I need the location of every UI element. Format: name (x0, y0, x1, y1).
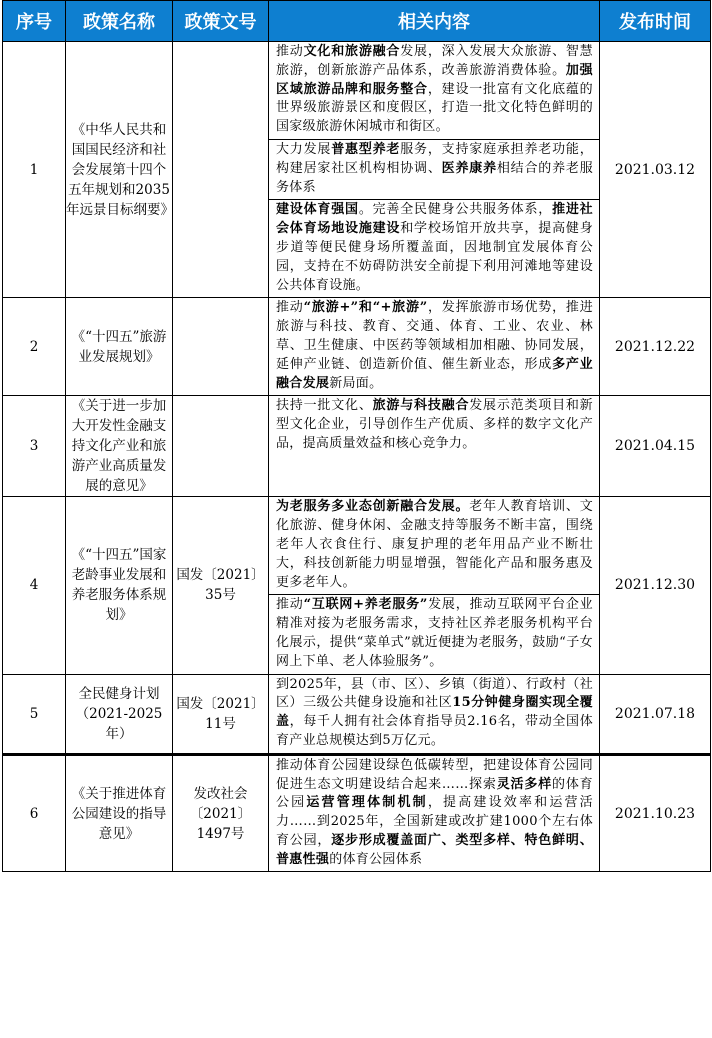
row-no: 6 (3, 754, 66, 872)
content-text: 到2025年，县（市、区）、乡镇（街道）、行政村（社区）三级公共健身设施和社区 (276, 676, 593, 711)
policy-content (269, 298, 600, 396)
content-segment (269, 675, 599, 753)
content-text: 老年人教育培训、文化旅游、健身休闲、金融支持等服务不断丰富，围绕老年人衣食住行、康复护理的老年用品产业不断壮大，科技创新能力明显增强，智能化产品和服务惠及更多老年人。 (276, 499, 593, 590)
header-content: 相关内容 (269, 1, 600, 42)
content-text: ，建设一批富有文化底蕴的世界级旅游景区和度假区，打造一批文化特色鲜明的国家级旅游休闲城市和街区。 (276, 81, 593, 135)
content-text: 发展示范类项目和新型文化企业，引导创作生产优质、多样的数字文化产品，提高质量效益和核心竞争力。 (276, 398, 593, 451)
emphasis-text: 多产业融合发展 (276, 356, 593, 391)
policy-name: 全民健身计划（2021-2025年） (66, 674, 173, 754)
table-row (3, 298, 711, 396)
emphasis-text: 加强区域旅游品牌和服务整合 (276, 62, 593, 97)
content-text: 新局面。 (329, 375, 383, 391)
content-segment (269, 42, 599, 139)
row-no: 3 (3, 396, 66, 497)
emphasis-text: 逐步形成覆盖面广、类型多样、特色鲜明、普惠性强 (276, 832, 593, 867)
policy-doc: 发改社会〔2021〕1497号 (173, 754, 269, 872)
emphasis-text: 文化和旅游融合 (303, 44, 401, 59)
policy-doc: 国发〔2021〕11号 (173, 674, 269, 754)
policy-content (269, 396, 600, 497)
emphasis-text: “互联网+养老服务” (303, 597, 428, 613)
content-text: 推动 (276, 300, 304, 316)
content-text: 发展，深入发展大众旅游、智慧旅游，创新旅游产品体系，改善旅游消费体验。 (276, 44, 593, 78)
emphasis-text: 医养康养 (441, 160, 497, 176)
table-row (3, 396, 711, 497)
policy-content (269, 497, 600, 674)
policy-table (2, 0, 711, 872)
content-text: 相结合的养老服务体系 (276, 160, 593, 195)
policy-content (269, 754, 600, 872)
emphasis-text: 旅游与科技融合 (372, 398, 470, 414)
publish-date: 2021.12.22 (600, 298, 711, 396)
emphasis-text: 建设体育强国 (276, 202, 359, 218)
content-segment (269, 756, 599, 872)
policy-name: 《关于推进体育公园建设的指导意见》 (66, 754, 173, 872)
table-row (3, 754, 711, 872)
policy-doc (173, 298, 269, 396)
header-no: 序号 (3, 1, 66, 42)
emphasis-text: 推进社会体育场地设施建设 (276, 202, 593, 237)
content-segment (269, 139, 599, 199)
content-text: 大力发展 (276, 141, 332, 157)
emphasis-text: 普惠型养老 (331, 141, 401, 157)
emphasis-text: 灵活多样 (496, 776, 553, 792)
policy-name: 《“十四五”国家老龄事业发展和养老服务体系规划》 (66, 497, 173, 674)
content-segment (269, 298, 599, 395)
emphasis-text: 为老服务多业态创新融合发展。 (276, 499, 470, 515)
table-row (3, 497, 711, 674)
publish-date: 2021.03.12 (600, 42, 711, 298)
content-text: 发展，推动互联网平台企业精准对接为老服务需求，支持社区养老服务机构平台化展示，提供“菜单式”就近便捷为老服务，鼓励“子女网上下单、老人体验服务”。 (276, 597, 593, 669)
publish-date: 2021.12.30 (600, 497, 711, 674)
policy-doc (173, 42, 269, 298)
table-row (3, 674, 711, 754)
emphasis-text: 15分钟健身圈实现全覆盖 (276, 695, 593, 730)
emphasis-text: 运营管理体制机制 (306, 795, 428, 811)
content-text: 服务，支持家庭承担养老功能，构建居家社区机构相协调、 (276, 141, 593, 176)
emphasis-text: “旅游+”和“+旅游” (303, 300, 428, 316)
policy-name: 《“十四五”旅游业发展规划》 (66, 298, 173, 396)
content-text: ，每千人拥有社会体育指导员2.16名，带动全国体育产业总规模达到5万亿元。 (276, 714, 593, 748)
content-segment (269, 497, 599, 594)
header-name: 政策名称 (66, 1, 173, 42)
row-no: 2 (3, 298, 66, 396)
content-text: 的体育公园 (276, 776, 593, 811)
content-text: 扶持一批文化、 (276, 398, 373, 414)
content-text: 推动体育公园建设绿色低碳转型，把建设体育公园同促进生态文明建设结合起来……探索 (276, 757, 593, 792)
header-doc: 政策文号 (173, 1, 269, 42)
content-text: ，提高建设效率和运营活力……到2025年，全国新建或改扩建1000个左右体育公园， (276, 795, 593, 848)
content-text: 和学校场馆开放共享，提高健身步道等便民健身场所覆盖面，因地制宜发展体育公园，支持在不妨碍防洪安全前提下利用河滩地等建设公共体育设施。 (276, 221, 594, 293)
policy-content (269, 42, 600, 298)
content-text: 推动 (276, 597, 304, 613)
policy-name: 《关于进一步加大开发性金融支持文化产业和旅游产业高质量发展的意见》 (66, 396, 173, 497)
publish-date: 2021.04.15 (600, 396, 711, 497)
policy-doc: 国发〔2021〕35号 (173, 497, 269, 674)
publish-date: 2021.10.23 (600, 754, 711, 872)
row-no: 4 (3, 497, 66, 674)
table-row (3, 42, 711, 298)
content-text: 。完善全民健身公共服务体系， (358, 202, 553, 218)
content-text: 推动 (276, 44, 304, 59)
content-segment (269, 594, 599, 673)
row-no: 1 (3, 42, 66, 298)
header-row (3, 1, 711, 42)
policy-name: 《中华人民共和国国民经济和社会发展第十四个五年规划和2035年远景目标纲要》 (66, 42, 173, 298)
policy-doc (173, 396, 269, 497)
content-text: 的体育公园体系 (329, 851, 423, 867)
policy-content (269, 674, 600, 754)
content-text: ，发挥旅游市场优势，推进旅游与科技、教育、交通、体育、工业、农业、林草、卫生健康、中医药等领域相加相融、协同发展，延伸产业链、创造新价值、催生新业态，形成 (276, 300, 593, 372)
header-date: 发布时间 (600, 1, 711, 42)
content-segment (269, 396, 599, 455)
publish-date: 2021.07.18 (600, 674, 711, 754)
row-no: 5 (3, 674, 66, 754)
content-segment (269, 199, 599, 297)
